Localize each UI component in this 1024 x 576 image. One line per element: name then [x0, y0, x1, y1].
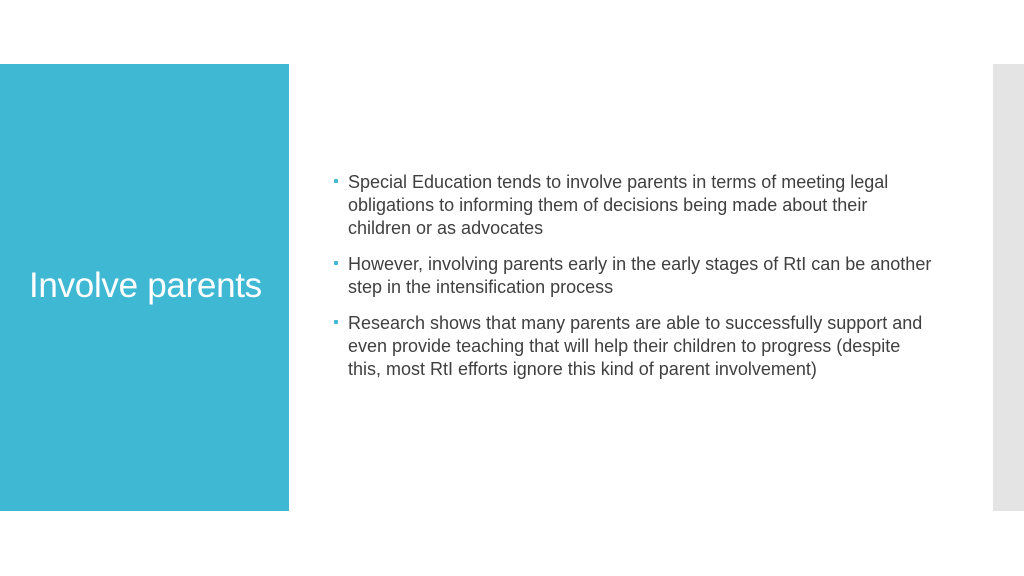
bullet-item	[334, 312, 934, 381]
bullet-text: Special Education tends to involve parents in terms of meeting legal obligations to informing them of decisions being made about their children or as advocates	[348, 172, 889, 238]
bullet-item	[334, 171, 934, 240]
bullet-list	[334, 171, 934, 394]
bullet-item	[334, 253, 934, 299]
bullet-icon	[334, 261, 338, 265]
bullet-icon	[334, 179, 338, 183]
right-side-bar	[993, 64, 1024, 511]
bullet-text: Research shows that many parents are able to successfully support and even provide teaching that will help their children to progress (despite this, most RtI efforts ignore this kind of parent involvement)	[348, 313, 923, 379]
bullet-icon	[334, 320, 338, 324]
bullet-text: However, involving parents early in the early stages of RtI can be another step in the intensification process	[348, 254, 932, 297]
slide-title: Involve parents	[29, 266, 262, 305]
